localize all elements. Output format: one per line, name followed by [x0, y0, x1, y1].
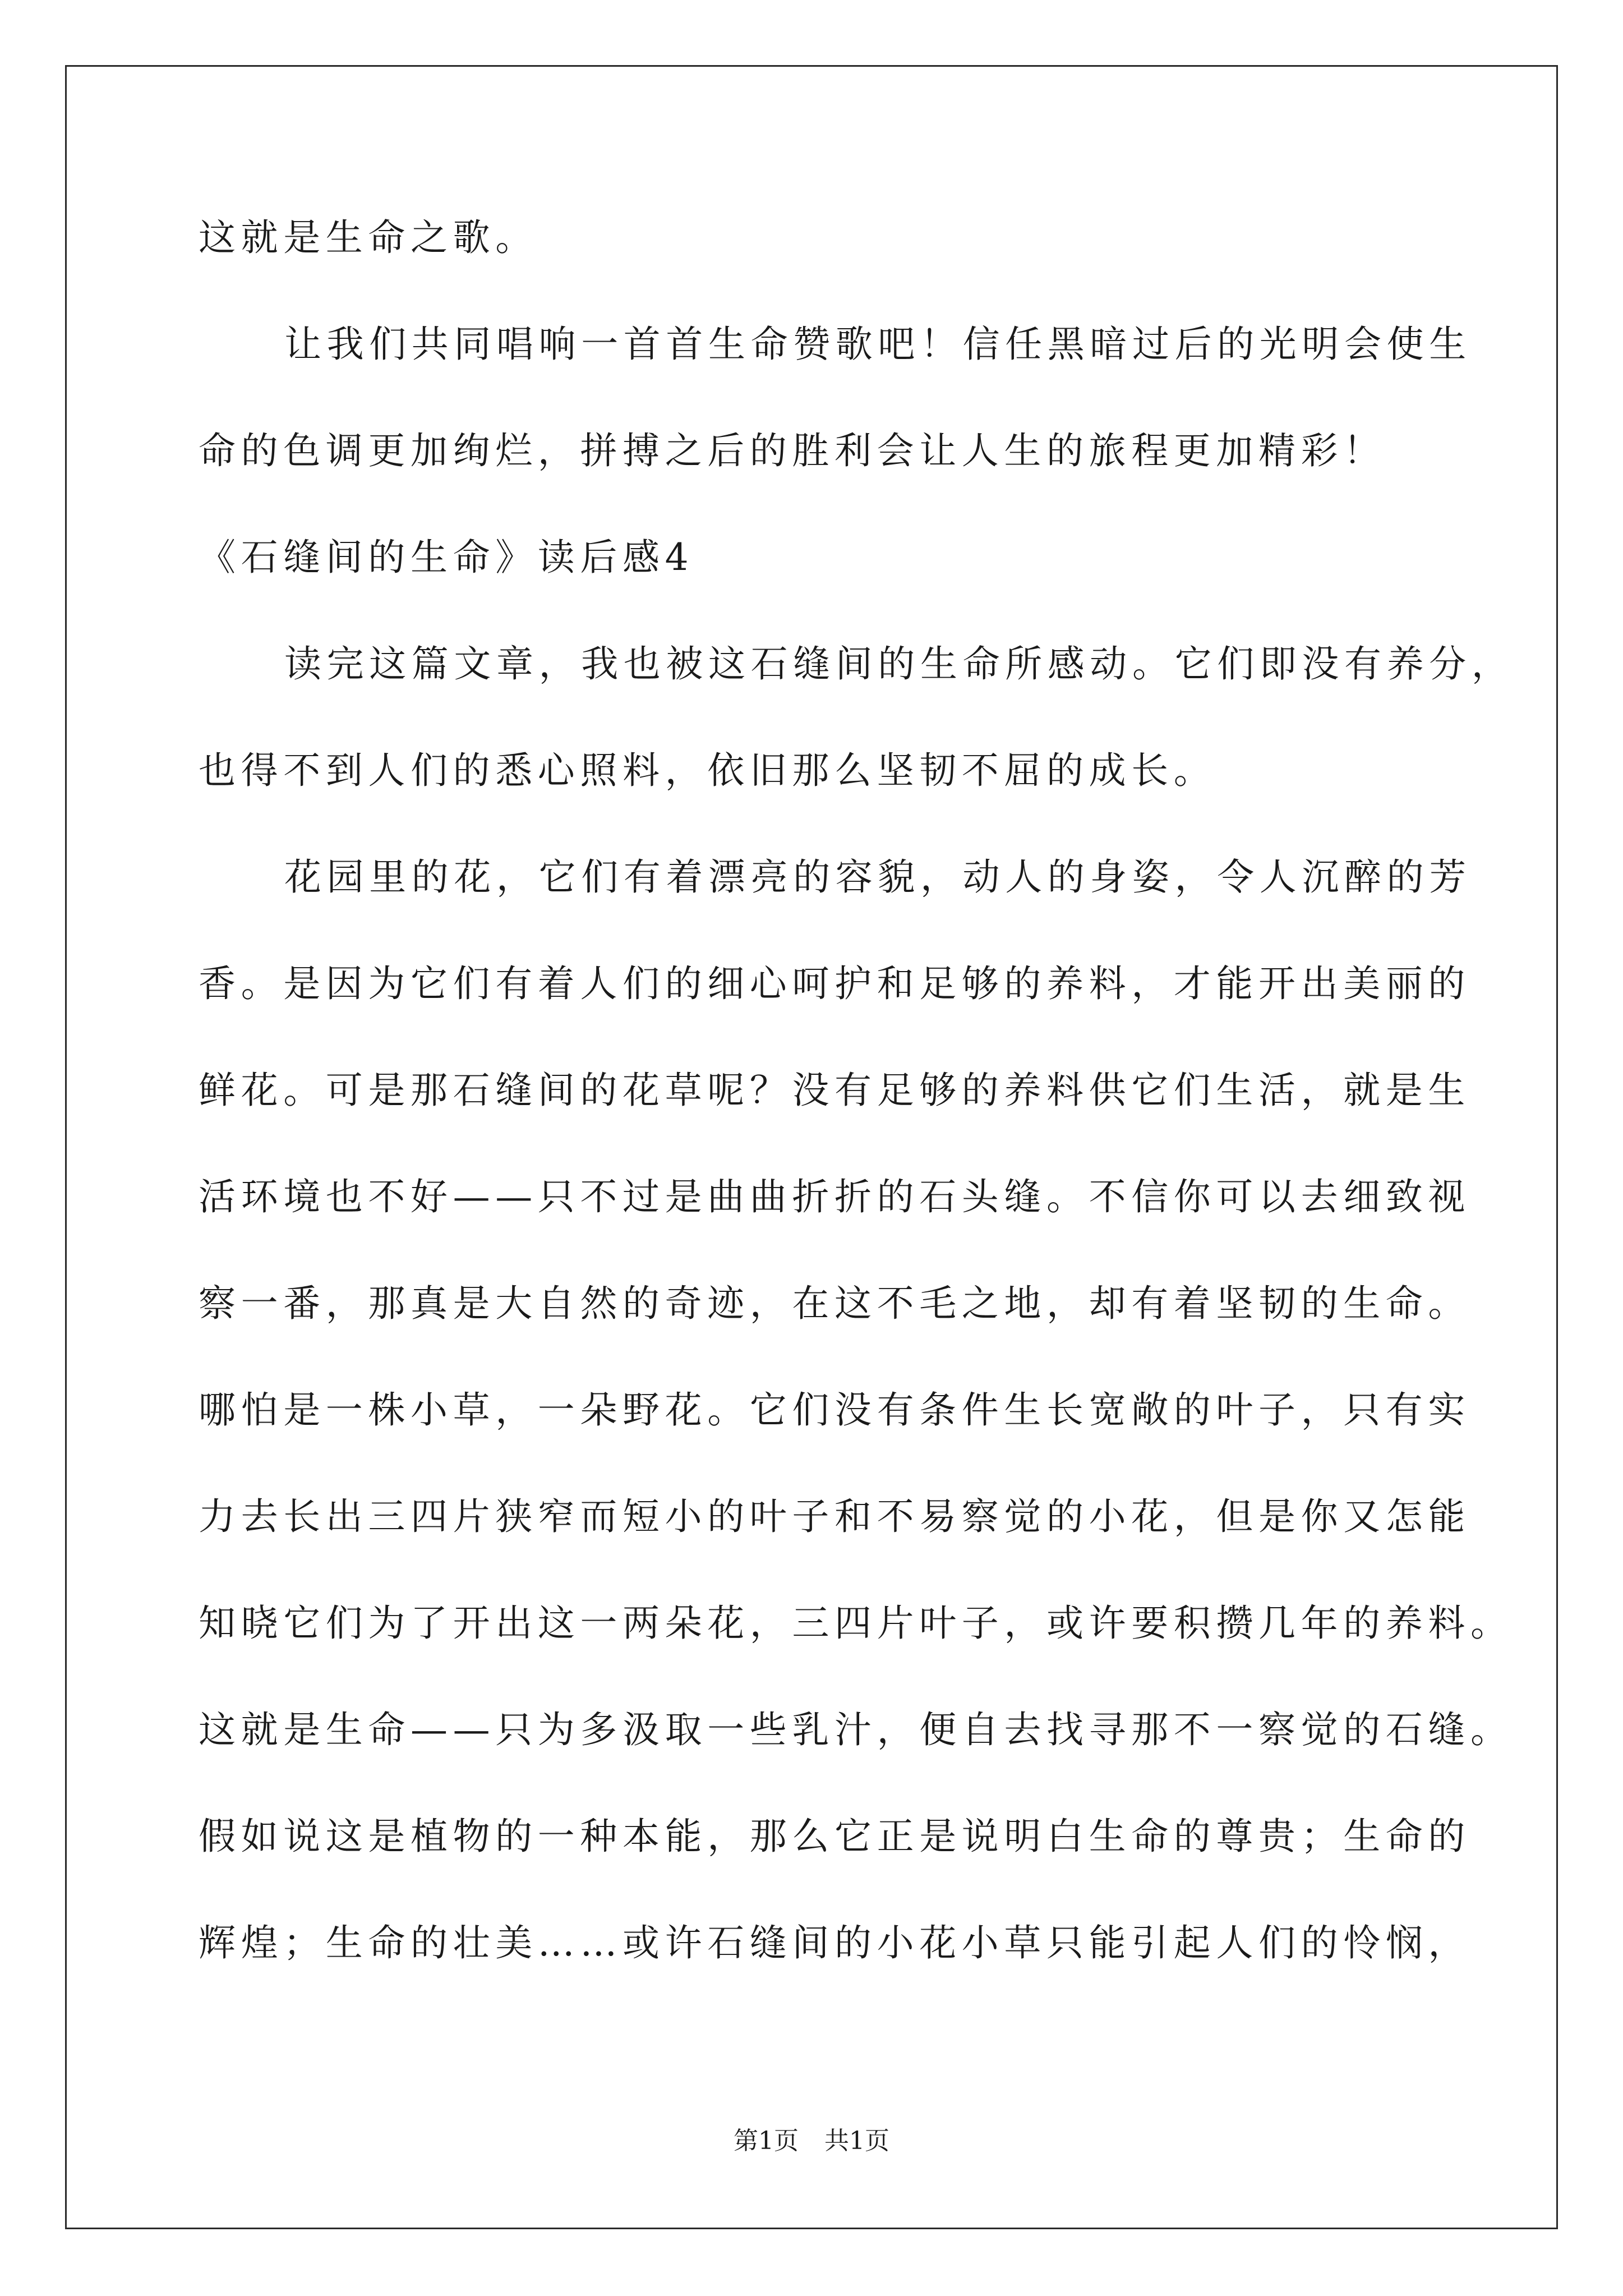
text-line: 命的色调更加绚烂，拼搏之后的胜利会让人生的旅程更加精彩！	[199, 429, 1386, 472]
page-number-total: 共1页	[824, 2127, 889, 2155]
text-line: 力去长出三四片狭窄而短小的叶子和不易察觉的小花，但是你又怎能	[199, 1495, 1470, 1538]
text-line: 哪怕是一株小草，一朵野花。它们没有条件生长宽敞的叶子，只有实	[199, 1388, 1470, 1432]
page-number-current: 第1页	[734, 2127, 799, 2155]
paragraph-first-line: 读完这篇文章，我也被这石缝间的生命所感动。它们即没有养分，	[284, 642, 1514, 685]
page-border	[65, 65, 1558, 2229]
text-line: 鲜花。可是那石缝间的花草呢？没有足够的养料供它们生活，就是生	[199, 1069, 1470, 1112]
page-footer	[0, 2124, 1623, 2158]
text-line: 这就是生命——只为多汲取一些乳汁，便自去找寻那不一察觉的石缝。	[199, 1708, 1513, 1751]
text-line: 这就是生命之歌。	[199, 216, 538, 259]
text-line: 辉煌；生命的壮美……或许石缝间的小花小草只能引起人们的怜悯，	[199, 1921, 1470, 1964]
text-line: 知晓它们为了开出这一两朵花，三四片叶子，或许要积攒几年的养料。	[199, 1602, 1513, 1645]
text-line: 察一番，那真是大自然的奇迹，在这不毛之地，却有着坚韧的生命。	[199, 1282, 1470, 1325]
text-line: 活环境也不好——只不过是曲曲折折的石头缝。不信你可以去细致视	[199, 1175, 1470, 1218]
text-line: 也得不到人们的悉心照料，依旧那么坚韧不屈的成长。	[199, 749, 1216, 792]
section-heading: 《石缝间的生命》读后感4	[199, 536, 694, 579]
paragraph-first-line: 让我们共同唱响一首首生命赞歌吧！信任黑暗过后的光明会使生	[284, 323, 1472, 366]
text-line: 假如说这是植物的一种本能，那么它正是说明白生命的尊贵；生命的	[199, 1815, 1470, 1858]
paragraph-first-line: 花园里的花，它们有着漂亮的容貌，动人的身姿，令人沉醉的芳	[284, 855, 1472, 899]
text-line: 香。是因为它们有着人们的细心呵护和足够的养料，才能开出美丽的	[199, 962, 1470, 1005]
